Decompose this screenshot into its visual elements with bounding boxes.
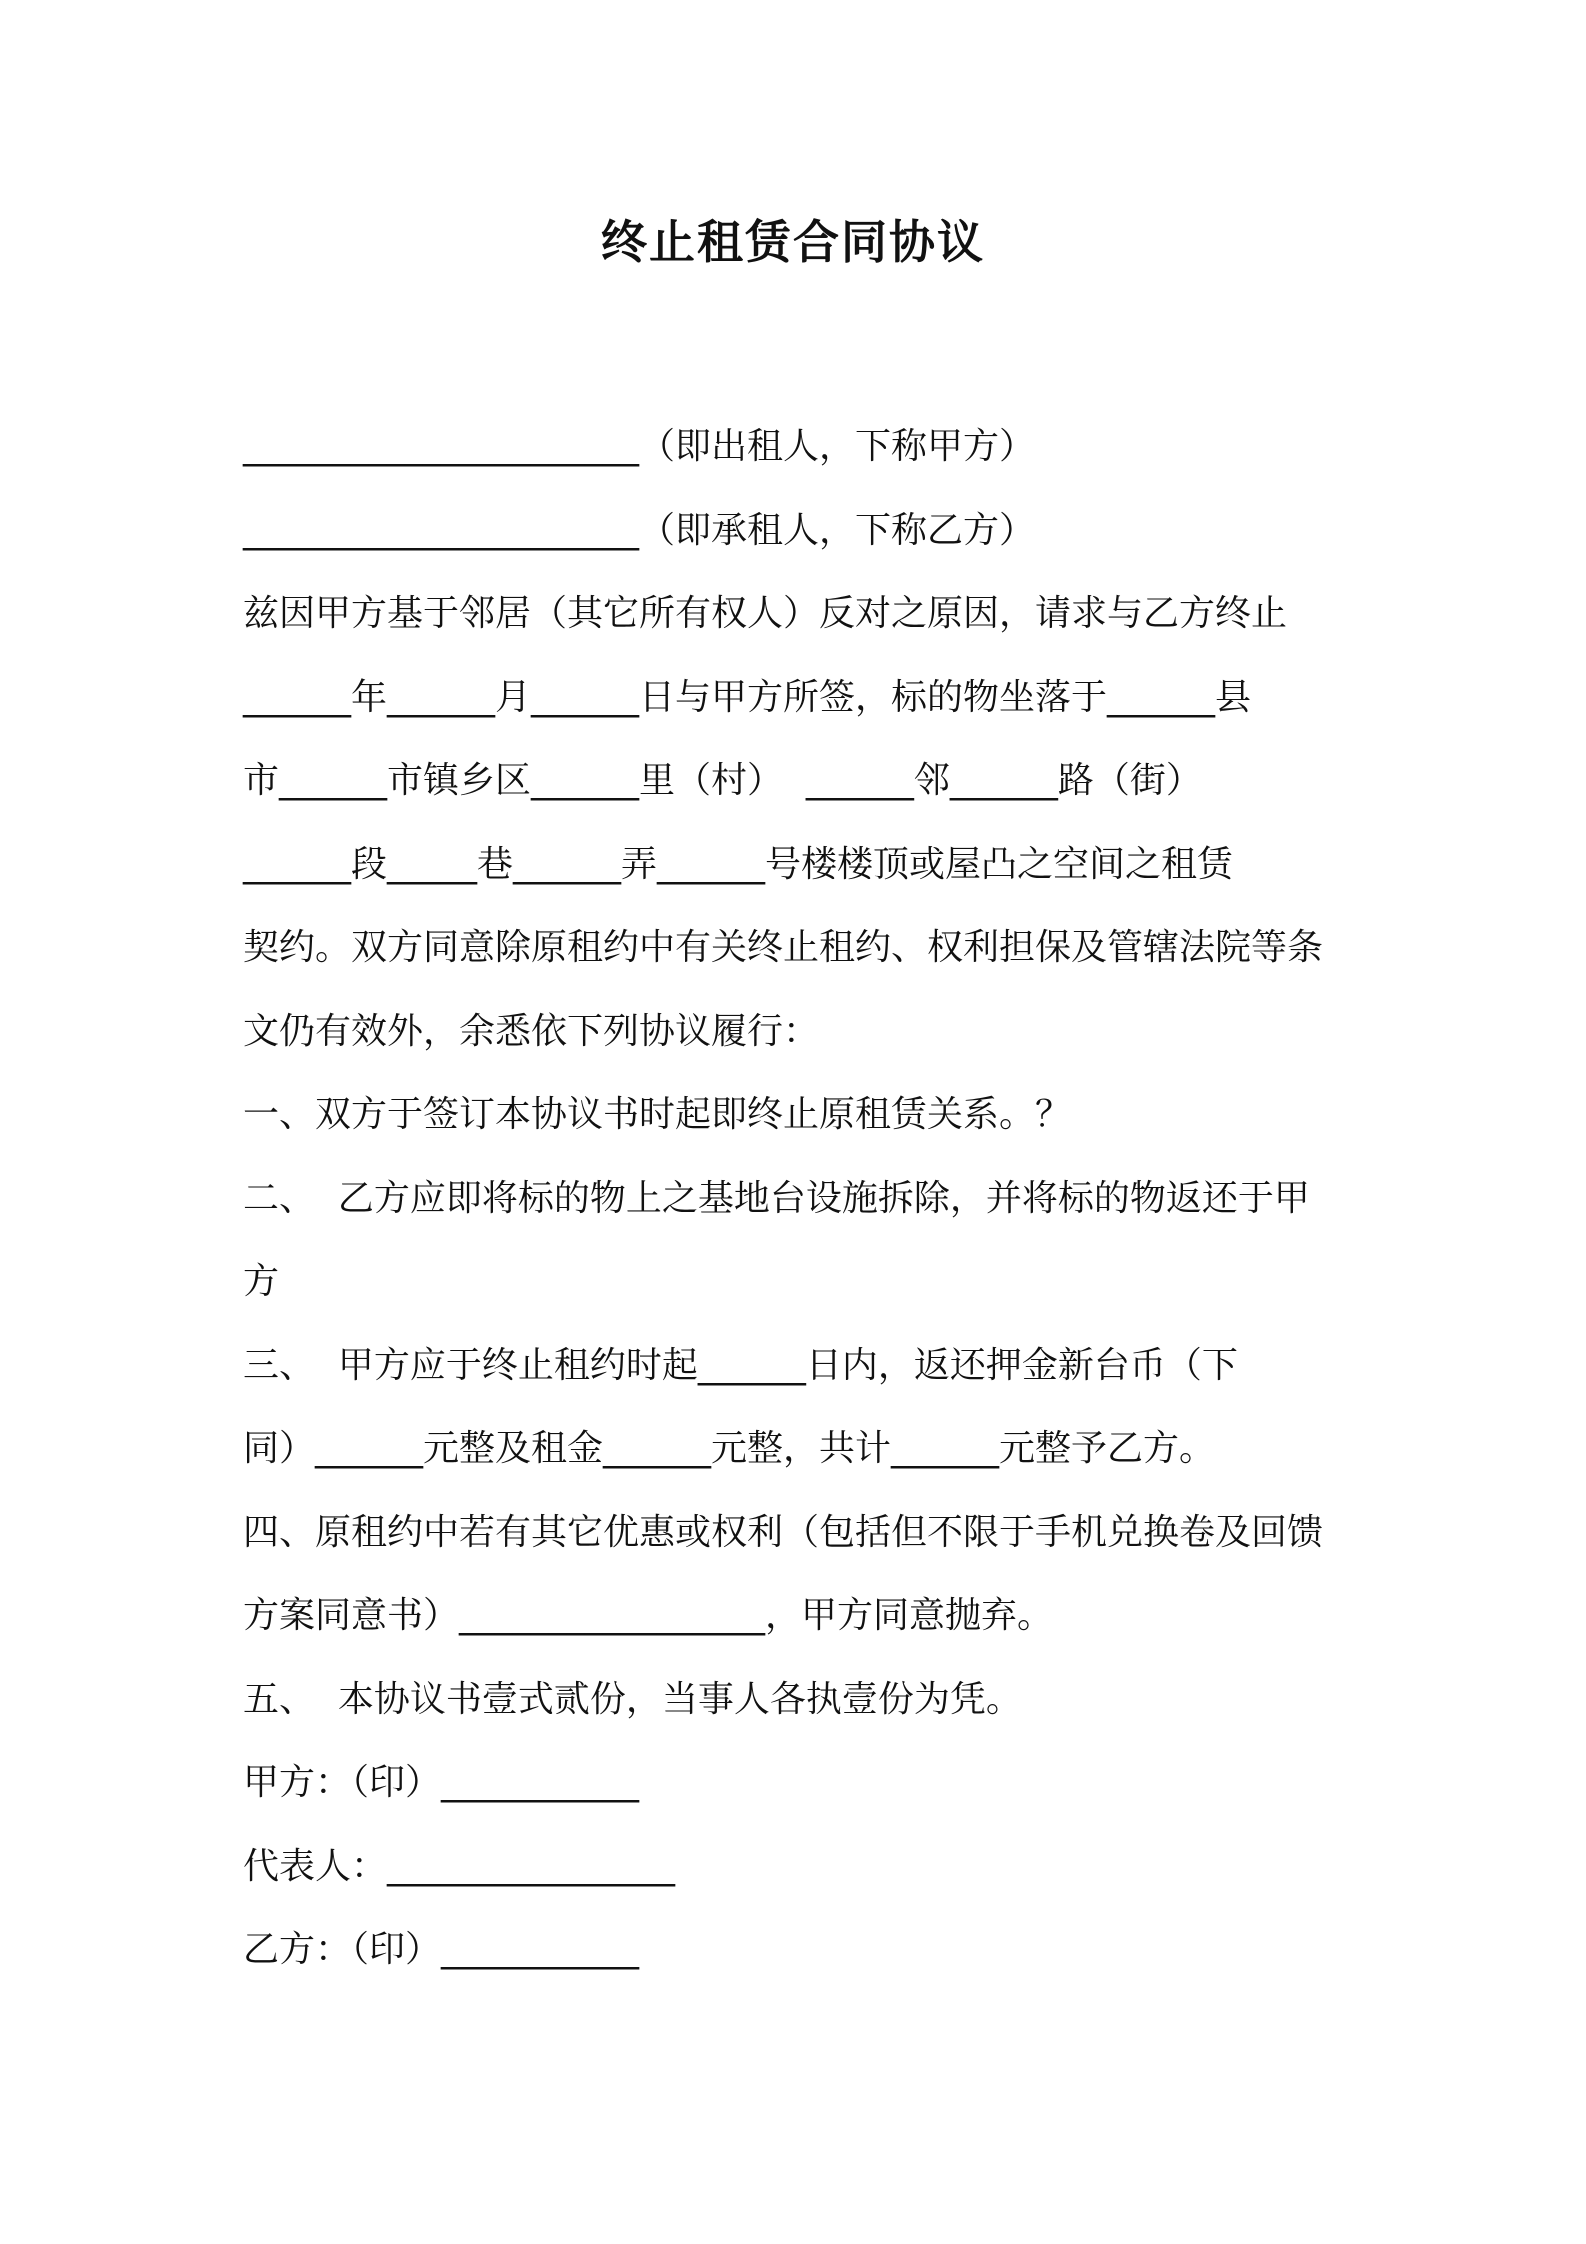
clause-2-line-1: 二、 乙方应即将标的物上之基地台设施拆除，并将标的物返还于甲 — [243, 1177, 1310, 1219]
document-body — [243, 405, 1363, 1992]
clause-4-line-1: 四、原租约中若有其它优惠或权利（包括但不限于手机兑换卷及回馈 — [243, 1511, 1324, 1553]
signature-party-b: 乙方：（印）___________ — [243, 1929, 640, 1970]
clause-3-line-2: 同）______元整及租金______元整，共计______元整予乙方。 — [243, 1428, 1216, 1469]
clause-5: 五、 本协议书壹式贰份，当事人各执壹份为凭。 — [243, 1678, 1022, 1720]
preamble-line-2: ______年______月______日与甲方所签，标的物坐落于______县 — [243, 676, 1252, 718]
clause-2-line-2: 方 — [243, 1261, 280, 1302]
preamble-line-3: 市______市镇乡区______里（村） ______邻______路（街） — [243, 760, 1202, 801]
preamble-line-6: 文仍有效外，余悉依下列协议履行： — [243, 1010, 820, 1052]
clause-1: 一、双方于签订本协议书时起即终止原租赁关系。？ — [243, 1094, 1072, 1135]
party-a-line: ______________________（即出租人，下称甲方） — [243, 426, 1036, 467]
preamble-line-1: 兹因甲方基于邻居（其它所有权人）反对之原因，请求与乙方终止 — [243, 593, 1288, 634]
clause-3-line-1: 三、 甲方应于终止租约时起______日内，返还押金新台币（下 — [243, 1344, 1238, 1386]
preamble-line-5: 契约。双方同意除原租约中有关终止租约、权利担保及管辖法院等条 — [243, 927, 1324, 968]
signature-representative: 代表人：________________ — [243, 1845, 676, 1887]
preamble-line-4: ______段_____巷______弄______号楼楼顶或屋凸之空间之租赁 — [243, 843, 1234, 885]
document-title: 终止租赁合同协议 — [601, 215, 985, 269]
party-b-line: ______________________（即承租人，下称乙方） — [243, 509, 1036, 551]
clause-4-line-2: 方案同意书）_________________，甲方同意抛弃。 — [243, 1595, 1054, 1636]
signature-party-a: 甲方：（印）___________ — [243, 1762, 640, 1803]
